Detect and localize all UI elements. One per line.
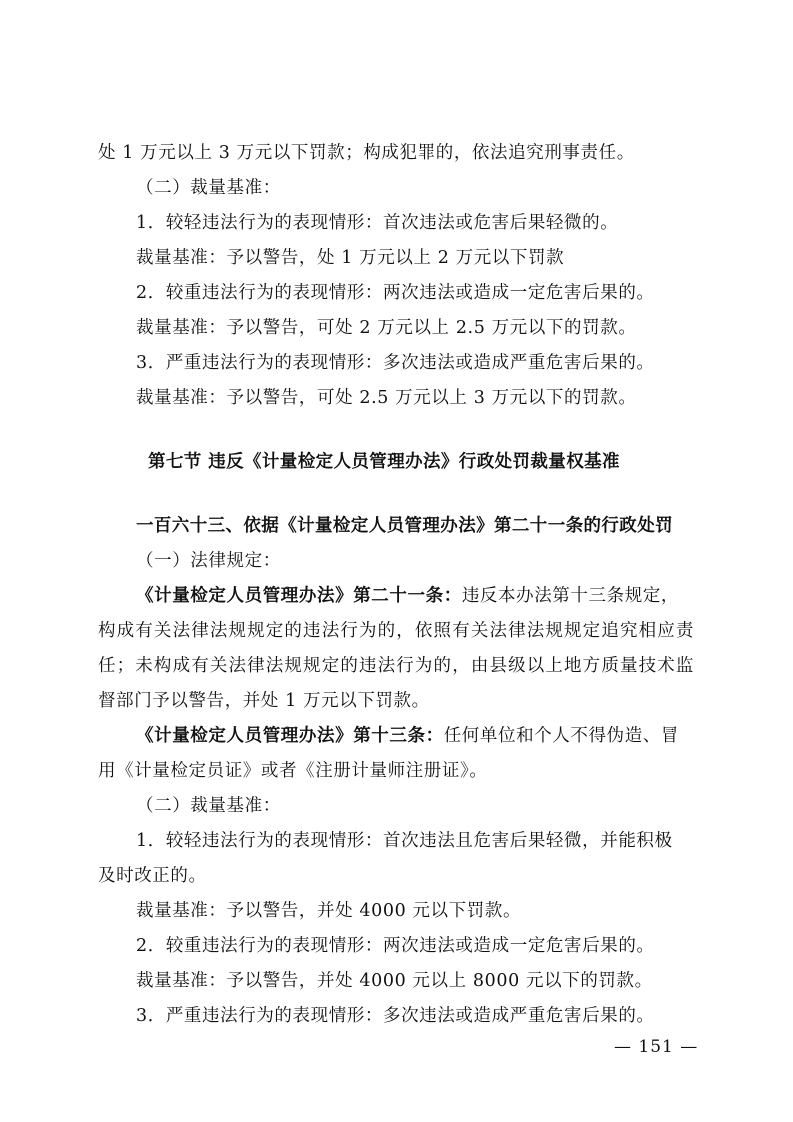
text-line: 裁量基准：予以警告，并处 4000 元以下罚款。 [136, 901, 522, 921]
clause-21-line [136, 584, 679, 608]
text-line: 任；未构成有关法律法规规定的违法行为的，由县级以上地方质量技术监 [98, 656, 694, 676]
text-line: 裁量基准：予以警告，可处 2 万元以上 2.5 万元以下的罚款。 [136, 318, 637, 338]
text-line: 督部门予以警告，并处 1 万元以下罚款。 [98, 691, 430, 711]
text-line: 用《计量检定员证》或者《注册计量师注册证》。 [98, 761, 488, 781]
page-number: — 151 — [614, 1037, 699, 1057]
text-line: 裁量基准：予以警告，处 1 万元以上 2 万元以下罚款 [136, 248, 565, 268]
article-heading: 一百六十三、依据《计量检定人员管理办法》第二十一条的行政处罚 [136, 516, 673, 536]
text-line: 3．严重违法行为的表现情形：多次违法或造成严重危害后果的。 [136, 353, 655, 373]
subheading-legal-basis: （一）法律规定： [136, 551, 281, 571]
text-line: 3．严重违法行为的表现情形：多次违法或造成严重危害后果的。 [136, 1006, 655, 1026]
text-line: 2．较重违法行为的表现情形：两次违法或造成一定危害后果的。 [136, 283, 655, 303]
clause-21-title: 《计量检定人员管理办法》第二十一条： [136, 586, 462, 606]
text-line: 1．较轻违法行为的表现情形：首次违法且危害后果轻微，并能积极 [136, 831, 673, 851]
clause-13-line [136, 724, 679, 748]
subheading-standards: （二）裁量基准： [136, 796, 281, 816]
text-line: 裁量基准：予以警告，并处 4000 元以上 8000 元以下的罚款。 [136, 971, 653, 991]
text-line: 构成有关法律法规规定的违法行为的，依照有关法律法规规定追究相应责 [98, 621, 694, 641]
text-line: 2．较重违法行为的表现情形：两次违法或造成一定危害后果的。 [136, 936, 655, 956]
text-line: 1．较轻违法行为的表现情形：首次违法或危害后果轻微的。 [136, 213, 619, 233]
clause-21-text: 违反本办法第十三条规定， [461, 586, 680, 606]
clause-13-title: 《计量检定人员管理办法》第十三条： [136, 726, 444, 746]
text-line: 及时改正的。 [98, 866, 207, 886]
section-title: 第七节 违反《计量检定人员管理办法》行政处罚裁量权基准 [148, 452, 620, 472]
text-line: 裁量基准：予以警告，可处 2.5 万元以上 3 万元以下的罚款。 [136, 388, 637, 408]
subheading-standards: （二）裁量基准： [136, 178, 281, 198]
text-line: 处 1 万元以上 3 万元以下罚款；构成犯罪的，依法追究刑事责任。 [98, 143, 635, 163]
clause-13-text: 任何单位和个人不得伪造、冒 [443, 726, 680, 746]
